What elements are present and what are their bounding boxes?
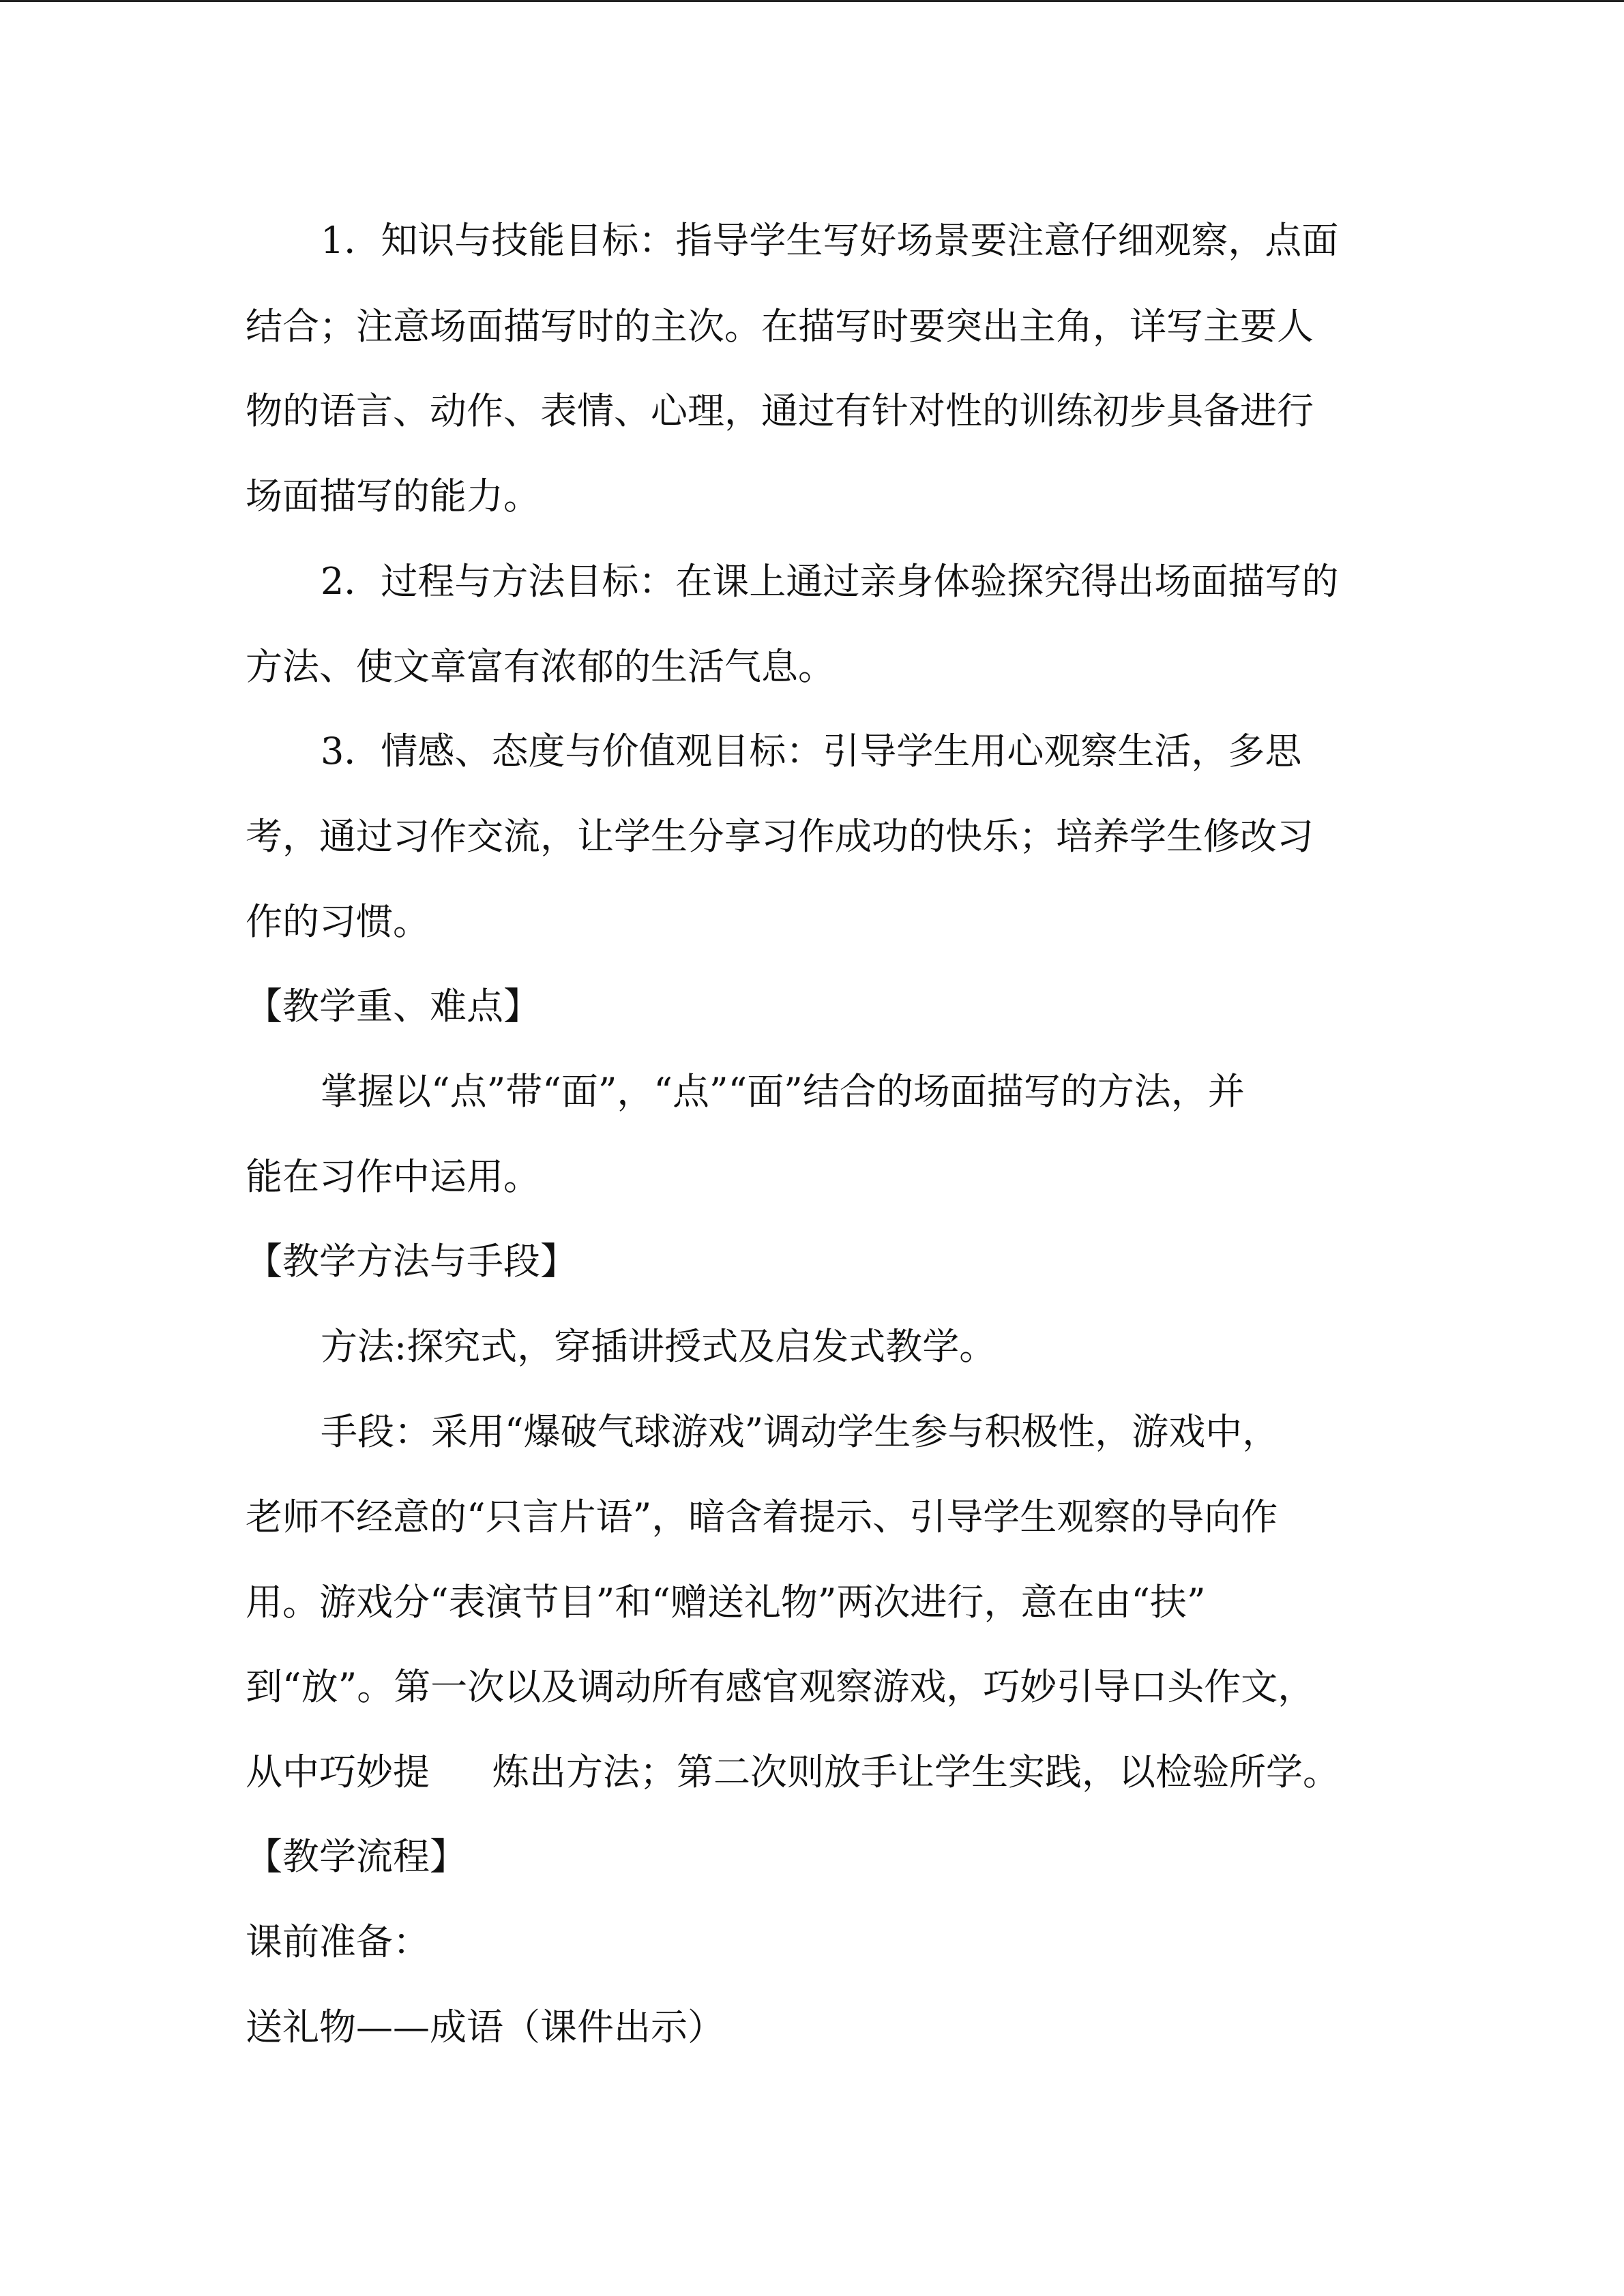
methods-means-line-2: 老师不经意的“只言片语”，暗含着提示、引导学生观察的导向作 bbox=[246, 1495, 1278, 1538]
key-points-line-1: 掌握以“点”带“面”，“点”“面”结合的场面描写的方法，并 bbox=[321, 1070, 1245, 1113]
key-points-heading: 【教学重、难点】 bbox=[246, 985, 540, 1028]
objective-1-line-2: 结合；注意场面描写时的主次。在描写时要突出主角，详写主要人 bbox=[246, 305, 1314, 348]
objective-3-line-3: 作的习惯。 bbox=[246, 900, 430, 943]
objective-2-line-1: 2．过程与方法目标：在课上通过亲身体验探究得出场面描写的 bbox=[321, 560, 1339, 603]
process-prep-label: 课前准备： bbox=[246, 1920, 430, 1963]
methods-method-line: 方法:探究式，穿插讲授式及启发式教学。 bbox=[321, 1325, 996, 1368]
key-points-line-2: 能在习作中运用。 bbox=[246, 1155, 540, 1198]
methods-means-line-3: 用。游戏分“表演节目”和“赠送礼物”两次进行，意在由“扶” bbox=[246, 1581, 1206, 1624]
methods-means-line-5 bbox=[246, 1748, 1340, 1796]
process-gift-line: 送礼物——成语（课件出示） bbox=[246, 2006, 724, 2048]
objective-3-line-1: 3．情感、态度与价值观目标：引导学生用心观察生活，多思 bbox=[321, 730, 1302, 773]
methods-heading: 【教学方法与手段】 bbox=[246, 1240, 577, 1283]
process-heading: 【教学流程】 bbox=[246, 1835, 467, 1878]
methods-means-line-4: 到“放”。第一次以及调动所有感官观察游戏，巧妙引导口头作文， bbox=[246, 1665, 1315, 1708]
objective-2-line-2: 方法、使文章富有浓郁的生活气息。 bbox=[246, 645, 835, 688]
methods-means-line-5-part-1: 从中巧妙提 bbox=[246, 1750, 430, 1793]
objective-1-line-1: 1．知识与技能目标：指导学生写好场景要注意仔细观察，点面 bbox=[321, 219, 1339, 262]
objective-1-line-3: 物的语言、动作、表情、心理，通过有针对性的训练初步具备进行 bbox=[246, 389, 1314, 432]
objective-3-line-2: 考，通过习作交流，让学生分享习作成功的快乐；培养学生修改习 bbox=[246, 815, 1314, 858]
objective-1-line-4: 场面描写的能力。 bbox=[246, 475, 540, 518]
methods-means-line-5-part-2: 炼出方法；第二次则放手让学生实践，以检验所学。 bbox=[492, 1750, 1340, 1793]
methods-means-line-1: 手段：采用“爆破气球游戏”调动学生参与积极性，游戏中， bbox=[321, 1410, 1280, 1453]
